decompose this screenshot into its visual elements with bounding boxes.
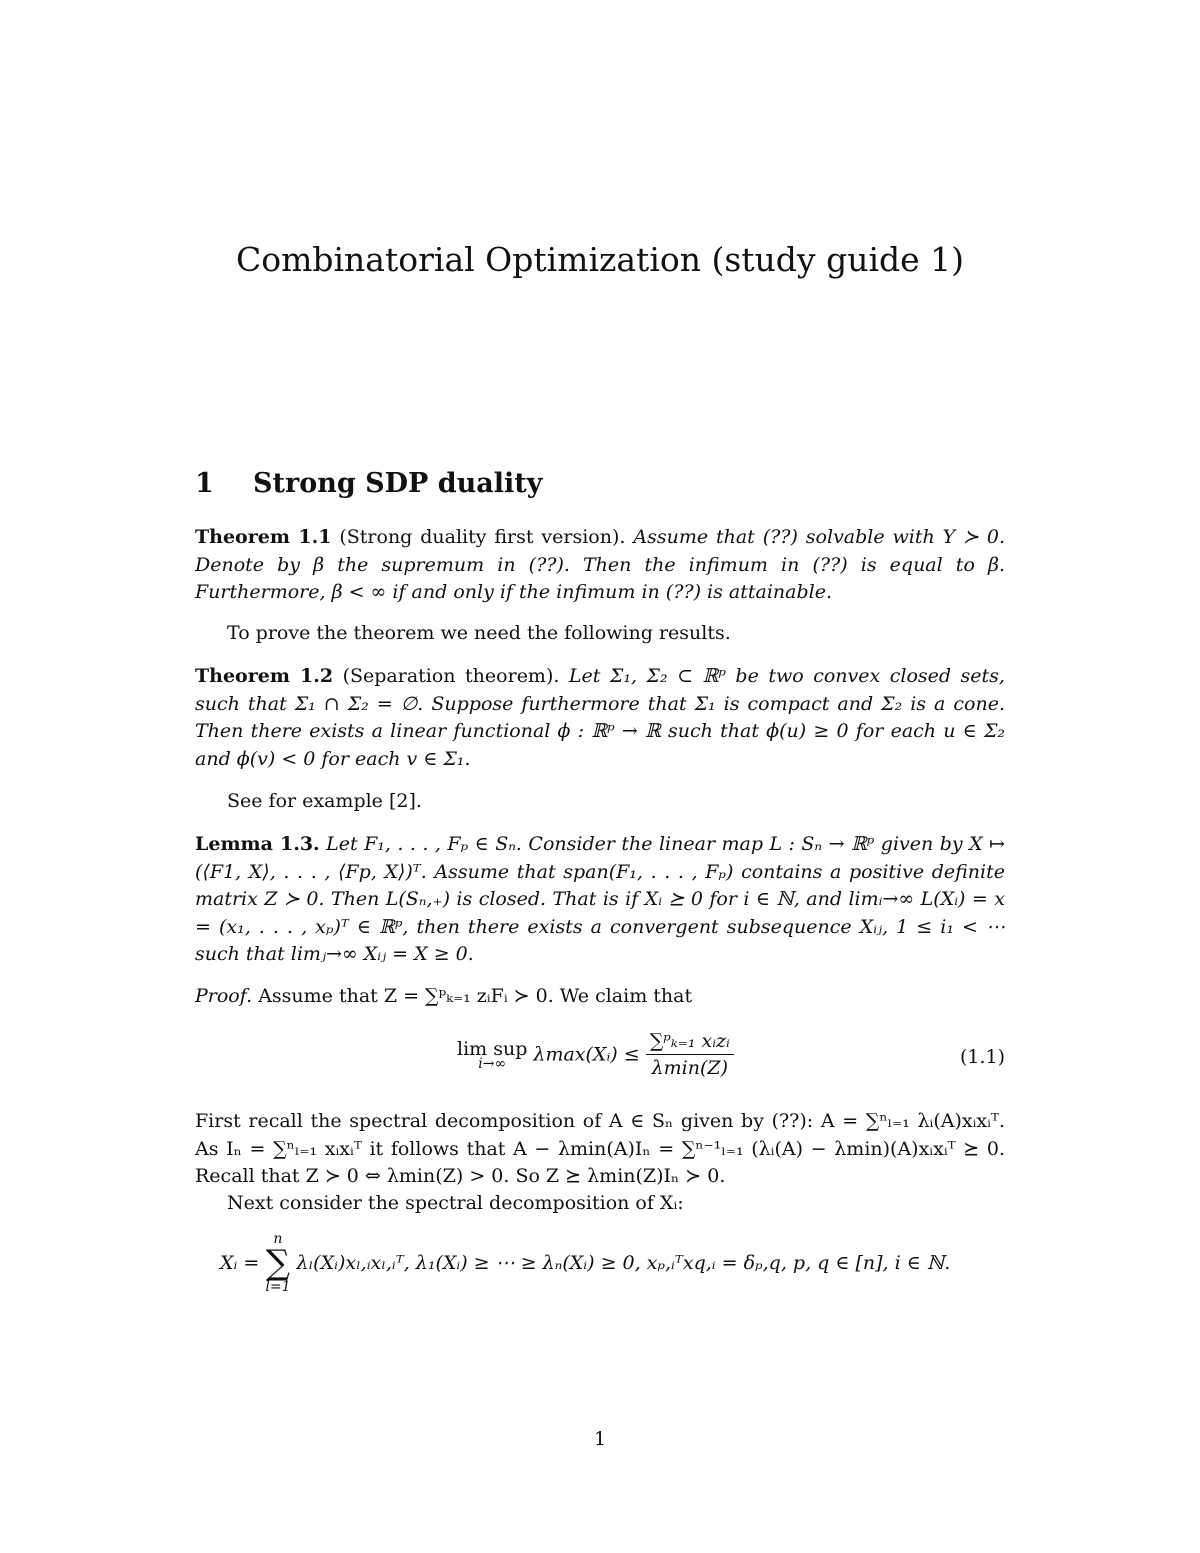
- lemma-label: Lemma 1.3.: [195, 833, 320, 855]
- document-title: Combinatorial Optimization (study guide 1): [235, 240, 965, 279]
- sum-upper: n: [273, 1231, 283, 1247]
- section-title: Strong SDP duality: [253, 468, 543, 499]
- equation-1-1: [195, 1030, 1005, 1090]
- fraction-denominator: λmin(Z): [651, 1057, 728, 1079]
- limsup-subscript: i→∞: [478, 1055, 507, 1072]
- sum-symbol: n ∑ l=1: [265, 1231, 291, 1295]
- theorem-name: (Separation theorem).: [342, 665, 560, 687]
- fraction-numerator: ∑ᵖₖ₌₁ xᵢzᵢ: [646, 1030, 734, 1055]
- equation-number: (1.1): [959, 1046, 1005, 1068]
- paragraph-see-example: See for example [2].: [227, 790, 422, 812]
- limsup-label: lim sup: [457, 1037, 528, 1060]
- theorem-body: Let Σ₁, Σ₂ ⊂ ℝᵖ be two convex closed sets, such that Σ₁ ∩ Σ₂ = ∅. Suppose furthermore that Σ₁ is compact and Σ₂ is a cone. Then there exists a linear functional ϕ : ℝᵖ → ℝ such that ϕ(u) ≥ 0 for each u ∈ Σ₂ and ϕ(v) < 0 for each v ∈ Σ₁.: [195, 665, 1005, 770]
- theorem-name: (Strong duality first version).: [339, 526, 626, 548]
- equation-lhs: λmax(Xᵢ) ≤: [533, 1043, 640, 1066]
- lemma-1-3: [195, 831, 1005, 969]
- proof-text: Assume that Z = ∑ᵖₖ₌₁ zᵢFᵢ ≻ 0. We claim that: [258, 985, 693, 1007]
- proof-label: Proof.: [195, 985, 253, 1007]
- theorem-label: Theorem 1.1: [195, 526, 332, 548]
- theorem-label: Theorem 1.2: [195, 665, 334, 687]
- sum-lower: l=1: [265, 1279, 291, 1295]
- equation-rhs: λₗ(Xᵢ)xₗ,ᵢxₗ,ᵢᵀ, λ₁(Xᵢ) ≥ ⋯ ≥ λₙ(Xᵢ) ≥ 0, xₚ,ᵢᵀxq,ᵢ = δₚ,q, p, q ∈ [n], i ∈ ℕ.: [296, 1252, 951, 1274]
- equation-spectral-xi: [195, 1232, 1005, 1302]
- paragraph-spectral: First recall the spectral decomposition of A ∈ Sₙ given by (??): A = ∑ⁿₗ₌₁ λᵢ(A)xᵢxᵢᵀ. As Iₙ = ∑ⁿₗ₌₁ xᵢxᵢᵀ it follows that A − λmin(A)Iₙ = ∑ⁿ⁻¹ₗ₌₁ (λᵢ(A) − λmin)(A)xᵢxᵢᵀ ⪰ 0. Recall that Z ≻ 0 ⇔ λmin(Z) > 0. So Z ⪰ λmin(Z)Iₙ ≻ 0.: [195, 1110, 1005, 1187]
- theorem-1-1: [195, 524, 1005, 607]
- section-heading: [195, 468, 542, 499]
- theorem-1-2: [195, 663, 1005, 773]
- page-number: 1: [593, 1428, 607, 1450]
- paragraph-intro: To prove the theorem we need the following results.: [227, 622, 731, 644]
- proof-start: [195, 983, 1005, 1011]
- section-number: 1: [195, 468, 214, 499]
- paragraph-next: Next consider the spectral decomposition of Xᵢ:: [227, 1192, 684, 1214]
- lemma-body: Let F₁, . . . , Fₚ ∈ Sₙ. Consider the linear map L : Sₙ → ℝᵖ given by X ↦ (⟨F1, X⟩, . . . , ⟨Fp, X⟩)ᵀ. Assume that span(F₁, . . . , Fₚ) contains a positive definite matrix Z ≻ 0. Then L(Sₙ,₊) is closed. That is if Xᵢ ⪰ 0 for i ∈ ℕ, and limᵢ→∞ L(Xᵢ) = x = (x₁, . . . , xₚ)ᵀ ∈ ℝᵖ, then there exists a convergent subsequence Xᵢⱼ, 1 ≤ i₁ < ⋯ such that limⱼ→∞ Xᵢⱼ = X ≥ 0.: [195, 833, 1005, 965]
- theorem-body: Assume that (??) solvable with Y ≻ 0. Denote by β the supremum in (??). Then the infimum in (??) is equal to β. Furthermore, β < ∞ if and only if the infimum in (??) is attainable.: [195, 526, 1006, 603]
- equation-lhs: Xᵢ =: [220, 1252, 260, 1274]
